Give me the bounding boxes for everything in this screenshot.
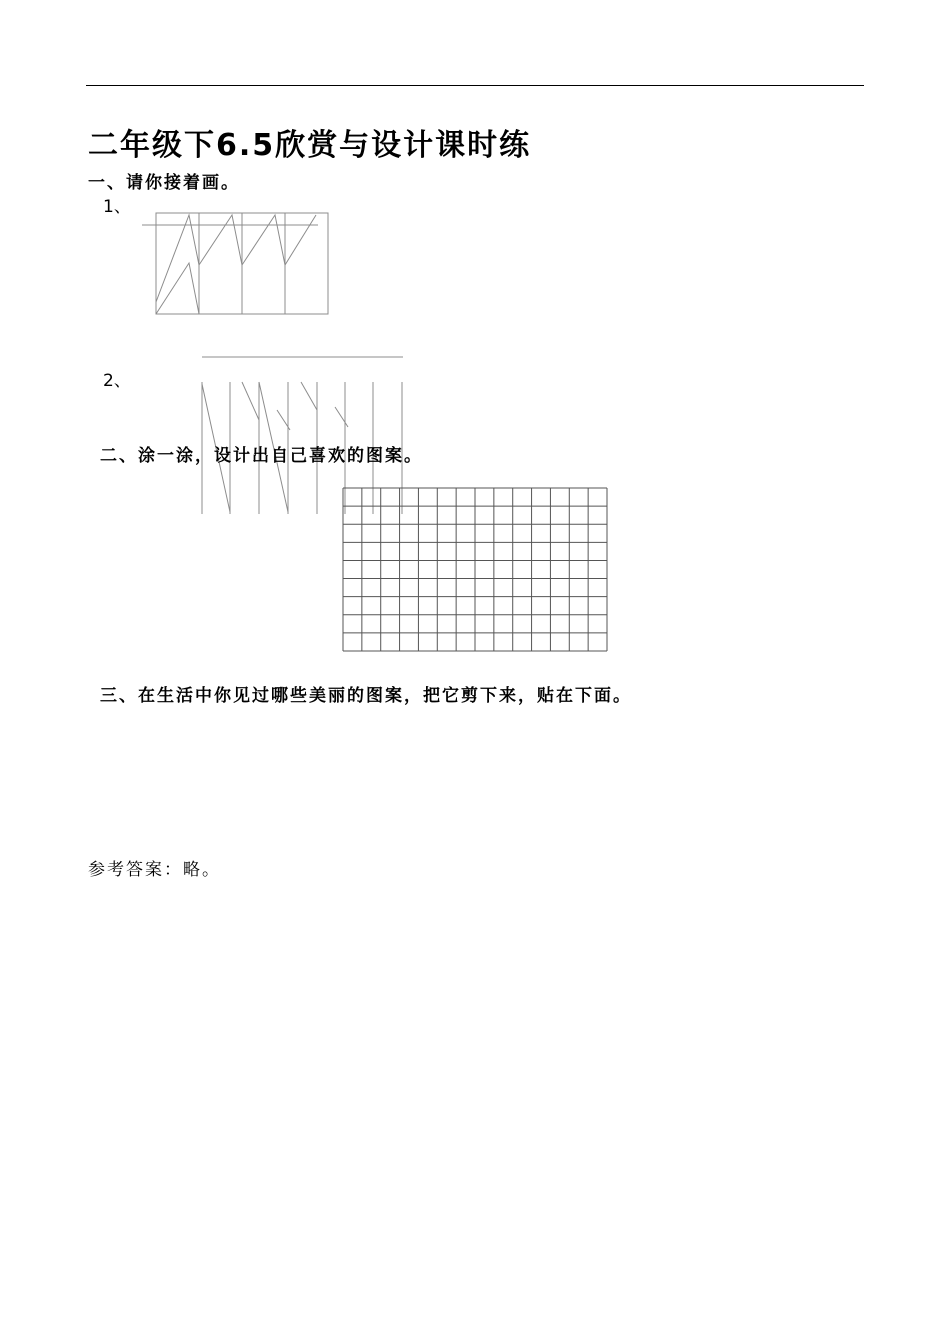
figure2-slant <box>301 382 317 410</box>
figure2-slant <box>242 382 259 420</box>
zigzag-start <box>156 263 199 314</box>
section1-heading: 一、请你接着画。 <box>88 173 240 193</box>
page-title: 二年级下6.5欣赏与设计课时练 <box>88 128 532 163</box>
item2-number: 2、 <box>103 371 131 391</box>
zigzag-pattern-figure <box>140 212 340 318</box>
section2-heading: 二、涂一涂，设计出自己喜欢的图案。 <box>100 446 423 466</box>
section3-heading: 三、在生活中你见过哪些美丽的图案，把它剪下来，贴在下面。 <box>100 686 632 706</box>
answer-text: 参考答案：略。 <box>88 860 221 880</box>
item1-number: 1、 <box>103 197 131 217</box>
top-rule <box>86 85 864 86</box>
figure2-slant <box>335 407 348 427</box>
coloring-grid[interactable] <box>342 487 610 653</box>
zigzag-line <box>156 215 316 302</box>
